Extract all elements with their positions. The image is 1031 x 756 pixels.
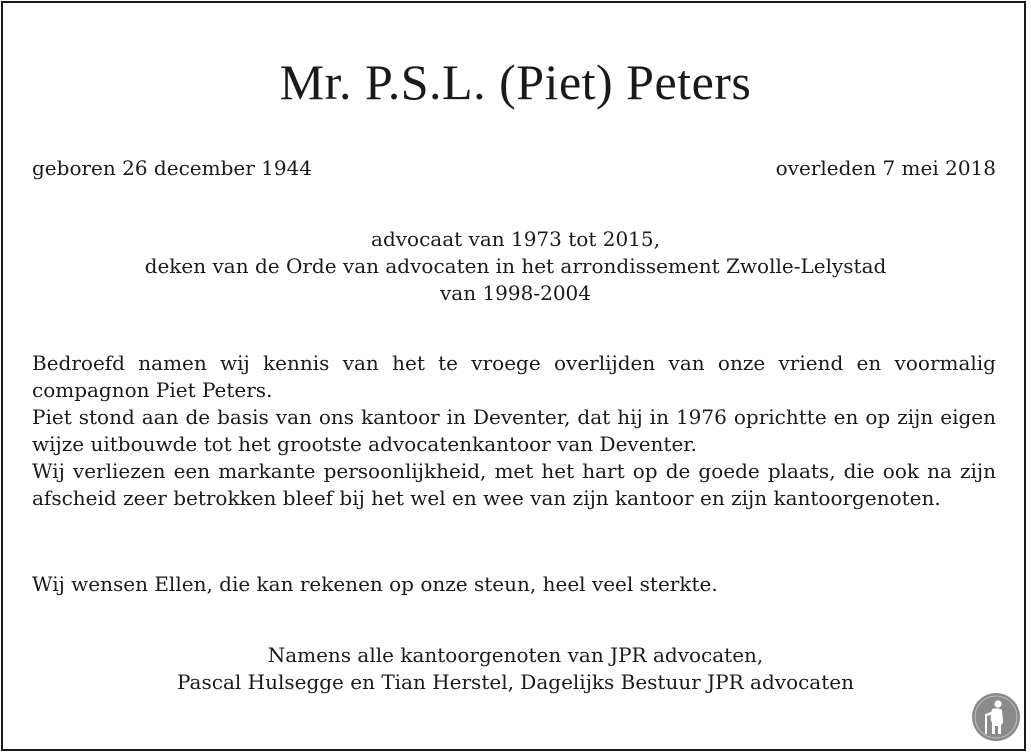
deceased-name: Mr. P.S.L. (Piet) Peters	[279, 54, 752, 110]
message-paragraph: Piet stond aan de basis van ons kantoor in Deventer, dat hij in 1976 oprichtte en op zijn eigen wijze uitbouwde tot het grootste advocatenkantoor van Deventer.	[32, 405, 996, 456]
message-paragraph: Bedroefd namen wij kennis van het te vroege overlijden van onze vriend en voormalig compagnon Piet Peters.	[32, 351, 996, 402]
message-paragraph: Wij verliezen een markante persoonlijkheid, met het hart op de goede plaats, die ook na zijn afscheid zeer betrokken bleef bij het wel en wee van zijn kantoor en zijn kantoorgenoten.	[32, 459, 996, 510]
condolence-wish: Wij wensen Ellen, die kan rekenen op onze steun, heel veel sterkte.	[32, 572, 718, 596]
signature-line: Pascal Hulsegge en Tian Herstel, Dagelijks Bestuur JPR advocaten	[177, 670, 854, 694]
mourning-figure-icon[interactable]	[971, 692, 1021, 742]
message-body	[32, 350, 996, 512]
signature-line: Namens alle kantoorgenoten van JPR advocaten,	[267, 643, 764, 667]
death-date: overleden 7 mei 2018	[775, 156, 996, 180]
signature-block	[0, 642, 1031, 696]
career-summary	[0, 226, 1031, 307]
birth-date: geboren 26 december 1944	[32, 156, 313, 180]
career-line: van 1998-2004	[439, 281, 591, 305]
career-line: advocaat van 1973 tot 2015,	[371, 227, 660, 251]
mourning-figure-icon-graphic	[971, 692, 1021, 742]
career-line: deken van de Orde van advocaten in het arrondissement Zwolle-Lelystad	[144, 254, 887, 278]
